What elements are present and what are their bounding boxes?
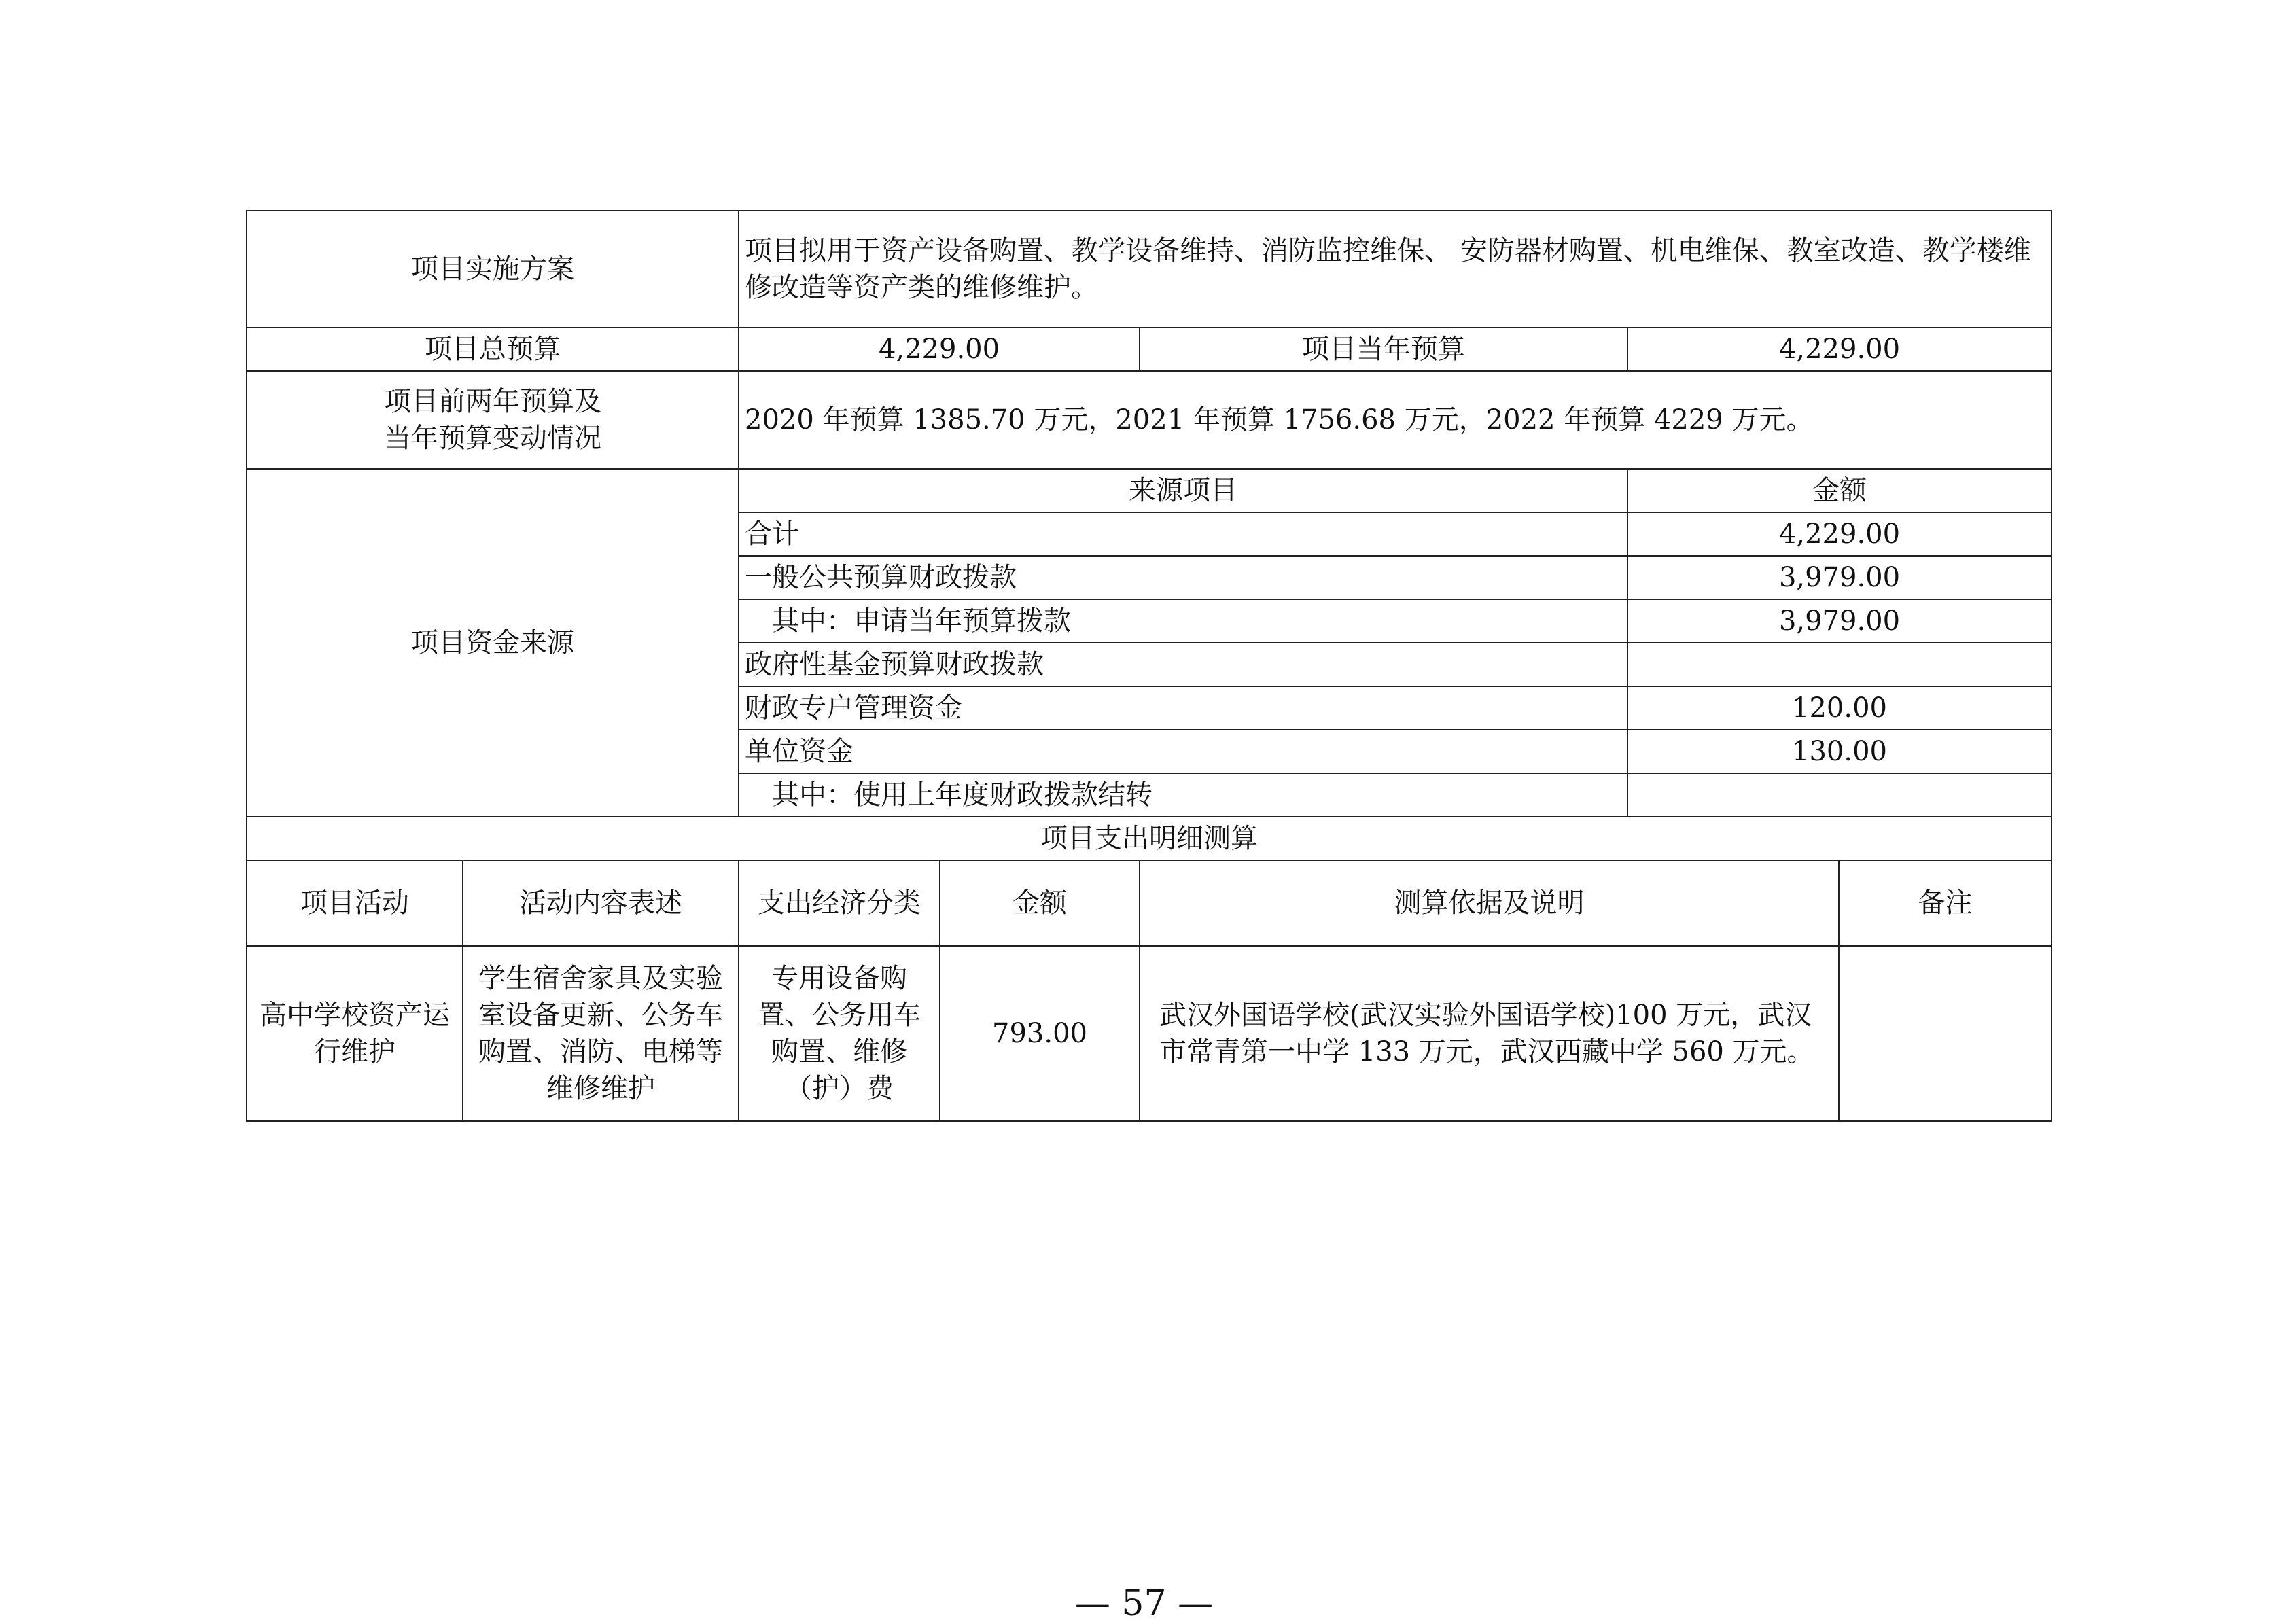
detail-header-content: 活动内容表述 [463, 860, 739, 946]
total-budget-label: 项目总预算 [247, 328, 739, 371]
current-budget-label: 项目当年预算 [1140, 328, 1627, 371]
activity-amount: 793.00 [940, 946, 1140, 1121]
detail-header-activity: 项目活动 [247, 860, 463, 946]
detail-header-row [247, 860, 2052, 946]
funding-source-label: 项目资金来源 [247, 469, 739, 817]
previous-label-line2: 当年预算变动情况 [384, 423, 601, 454]
funding-row-amount [1627, 773, 2052, 817]
funding-row-name: 其中：申请当年预算拨款 [739, 599, 1627, 643]
activity-note [1839, 946, 2052, 1121]
detail-section-row [247, 817, 2052, 860]
funding-row-name: 其中：使用上年度财政拨款结转 [739, 773, 1627, 817]
detail-header-note: 备注 [1839, 860, 2052, 946]
funding-row-amount: 120.00 [1627, 686, 2052, 730]
detail-header-category: 支出经济分类 [739, 860, 940, 946]
funding-header-amount: 金额 [1627, 469, 2052, 512]
detail-header-basis: 测算依据及说明 [1140, 860, 1839, 946]
funding-row-name: 财政专户管理资金 [739, 686, 1627, 730]
funding-row-name: 一般公共预算财政拨款 [739, 556, 1627, 599]
funding-row-amount [1627, 643, 2052, 686]
funding-row-name: 政府性基金预算财政拨款 [739, 643, 1627, 686]
funding-row-amount: 3,979.00 [1627, 556, 2052, 599]
detail-header-amount: 金额 [940, 860, 1140, 946]
activity-category: 专用设备购置、公务用车购置、维修（护）费 [739, 946, 940, 1121]
activity-basis: 武汉外国语学校(武汉实验外国语学校)100 万元，武汉市常青第一中学 133 万元，武汉西藏中学 560 万元。 [1140, 946, 1839, 1121]
implementation-text: 项目拟用于资产设备购置、教学设备维持、消防监控维保、 安防器材购置、机电维保、教室改造、教学楼维修改造等资产类的维修维护。 [739, 211, 2052, 328]
project-budget-table [246, 210, 2052, 1122]
funding-header-row [247, 469, 2052, 512]
detail-section-title: 项目支出明细测算 [247, 817, 2052, 860]
implementation-row [247, 211, 2052, 328]
total-budget-value: 4,229.00 [739, 328, 1140, 371]
previous-budget-row [247, 371, 2052, 469]
funding-row-name: 合计 [739, 512, 1627, 556]
page-number: — 57 — [1074, 1583, 1214, 1624]
implementation-label: 项目实施方案 [247, 211, 739, 328]
funding-row-amount: 3,979.00 [1627, 599, 2052, 643]
current-budget-value: 4,229.00 [1627, 328, 2052, 371]
previous-label-line1: 项目前两年预算及 [384, 386, 601, 417]
detail-activity-row [247, 946, 2052, 1121]
funding-row-amount: 130.00 [1627, 730, 2052, 773]
budget-row [247, 328, 2052, 371]
previous-budget-label [247, 371, 739, 469]
activity-content: 学生宿舍家具及实验室设备更新、公务车购置、消防、电梯等维修维护 [463, 946, 739, 1121]
funding-row-amount: 4,229.00 [1627, 512, 2052, 556]
funding-row-name: 单位资金 [739, 730, 1627, 773]
funding-header-source: 来源项目 [739, 469, 1627, 512]
previous-budget-text: 2020 年预算 1385.70 万元，2021 年预算 1756.68 万元，2022 年预算 4229 万元。 [739, 371, 2052, 469]
activity-name: 高中学校资产运行维护 [247, 946, 463, 1121]
